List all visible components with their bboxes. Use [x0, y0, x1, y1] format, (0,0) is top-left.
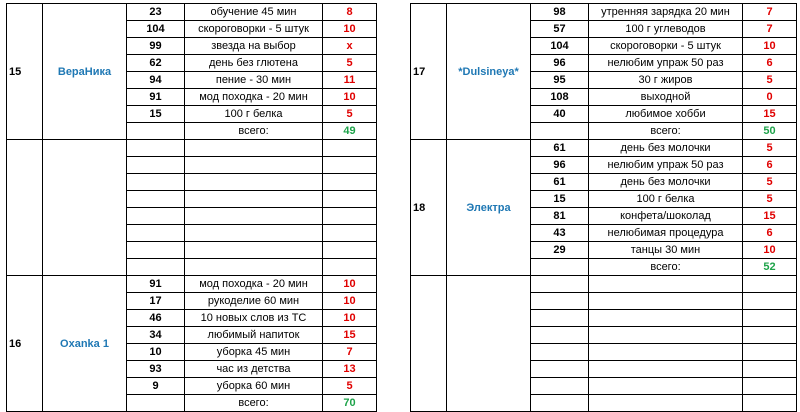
empty-cell — [531, 327, 589, 344]
participant-nickname — [447, 276, 531, 412]
task-number-cell: 40 — [531, 106, 589, 123]
task-points-cell: 15 — [323, 327, 377, 344]
task-number-cell: 96 — [531, 55, 589, 72]
task-points-cell: 5 — [743, 174, 797, 191]
empty-cell — [589, 344, 743, 361]
task-number-cell: 95 — [531, 72, 589, 89]
task-number-cell: 61 — [531, 174, 589, 191]
task-points-cell: 11 — [323, 72, 377, 89]
task-number-cell: 94 — [127, 72, 185, 89]
total-label: всего: — [185, 123, 323, 140]
task-number-cell: 43 — [531, 225, 589, 242]
task-points-cell: 8 — [323, 4, 377, 21]
participant-number: 16 — [7, 276, 43, 412]
task-number-cell: 15 — [127, 106, 185, 123]
empty-cell — [589, 327, 743, 344]
participant-number: 17 — [411, 4, 447, 140]
task-points-cell: 5 — [743, 140, 797, 157]
empty-cell — [743, 378, 797, 395]
empty-cell — [589, 293, 743, 310]
task-number-cell: 10 — [127, 344, 185, 361]
empty-cell — [185, 259, 323, 276]
task-points-cell: 15 — [743, 208, 797, 225]
task-number-cell: 34 — [127, 327, 185, 344]
task-number-cell: 93 — [127, 361, 185, 378]
task-points-cell: 5 — [743, 191, 797, 208]
task-number-cell: 108 — [531, 89, 589, 106]
empty-cell — [323, 140, 377, 157]
task-number-cell: 104 — [531, 38, 589, 55]
task-name-cell: 30 г жиров — [589, 72, 743, 89]
empty-cell — [531, 361, 589, 378]
task-name-cell: 100 г белка — [185, 106, 323, 123]
empty-cell — [531, 123, 589, 140]
empty-cell — [589, 395, 743, 412]
participant-nickname — [43, 140, 127, 276]
participant-number — [7, 140, 43, 276]
task-name-cell: уборка 45 мин — [185, 344, 323, 361]
participant-nickname: ВераНика — [43, 4, 127, 140]
task-points-cell: 10 — [323, 293, 377, 310]
empty-cell — [323, 174, 377, 191]
task-name-cell: день без молочки — [589, 174, 743, 191]
task-number-cell: 104 — [127, 21, 185, 38]
empty-cell — [185, 208, 323, 225]
empty-cell — [531, 293, 589, 310]
table-row — [411, 276, 797, 293]
task-number-cell: 15 — [531, 191, 589, 208]
empty-cell — [743, 344, 797, 361]
empty-cell — [323, 157, 377, 174]
empty-cell — [185, 157, 323, 174]
task-points-cell: 7 — [323, 344, 377, 361]
empty-cell — [531, 310, 589, 327]
task-name-cell: день без глютена — [185, 55, 323, 72]
empty-cell — [185, 140, 323, 157]
empty-cell — [323, 242, 377, 259]
task-points-cell: 10 — [743, 38, 797, 55]
empty-cell — [127, 259, 185, 276]
empty-cell — [589, 276, 743, 293]
empty-cell — [589, 310, 743, 327]
empty-cell — [743, 293, 797, 310]
total-label: всего: — [589, 259, 743, 276]
participant-nickname: Электра — [447, 140, 531, 276]
participant-number: 18 — [411, 140, 447, 276]
empty-cell — [185, 191, 323, 208]
task-number-cell: 81 — [531, 208, 589, 225]
task-name-cell: любимое хобби — [589, 106, 743, 123]
empty-cell — [743, 395, 797, 412]
task-points-cell: 7 — [743, 21, 797, 38]
task-name-cell: утренняя зарядка 20 мин — [589, 4, 743, 21]
participant-nickname: Oxanka 1 — [43, 276, 127, 412]
task-name-cell: час из детства — [185, 361, 323, 378]
table-row — [7, 276, 377, 293]
total-value: 50 — [743, 123, 797, 140]
task-number-cell: 46 — [127, 310, 185, 327]
table-row — [7, 4, 377, 21]
task-points-cell: 0 — [743, 89, 797, 106]
table-row — [7, 140, 377, 157]
total-label: всего: — [185, 395, 323, 412]
empty-cell — [531, 395, 589, 412]
task-name-cell: конфета/шоколад — [589, 208, 743, 225]
task-points-cell: x — [323, 38, 377, 55]
task-name-cell: 10 новых слов из ТС — [185, 310, 323, 327]
empty-cell — [531, 344, 589, 361]
empty-cell — [185, 225, 323, 242]
empty-cell — [185, 174, 323, 191]
empty-cell — [323, 191, 377, 208]
empty-cell — [743, 361, 797, 378]
task-number-cell: 9 — [127, 378, 185, 395]
empty-cell — [127, 225, 185, 242]
task-name-cell: мод походка - 20 мин — [185, 276, 323, 293]
empty-cell — [589, 378, 743, 395]
task-name-cell: нелюбим упраж 50 раз — [589, 55, 743, 72]
task-points-cell: 5 — [743, 72, 797, 89]
task-name-cell: мод походка - 20 мин — [185, 89, 323, 106]
empty-cell — [127, 208, 185, 225]
task-points-cell: 10 — [743, 242, 797, 259]
task-number-cell: 23 — [127, 4, 185, 21]
table-row — [411, 140, 797, 157]
task-name-cell: обучение 45 мин — [185, 4, 323, 21]
total-value: 52 — [743, 259, 797, 276]
total-value: 49 — [323, 123, 377, 140]
task-number-cell: 29 — [531, 242, 589, 259]
task-points-cell: 10 — [323, 21, 377, 38]
empty-cell — [743, 310, 797, 327]
empty-cell — [185, 242, 323, 259]
empty-cell — [323, 259, 377, 276]
task-name-cell: скороговорки - 5 штук — [185, 21, 323, 38]
empty-cell — [531, 276, 589, 293]
task-name-cell: звезда на выбор — [185, 38, 323, 55]
task-number-cell: 99 — [127, 38, 185, 55]
task-points-cell: 5 — [323, 55, 377, 72]
table-row — [411, 4, 797, 21]
task-points-cell: 5 — [323, 106, 377, 123]
empty-cell — [127, 191, 185, 208]
empty-cell — [589, 361, 743, 378]
task-points-cell: 15 — [743, 106, 797, 123]
empty-cell — [323, 225, 377, 242]
task-name-cell: нелюбим упраж 50 раз — [589, 157, 743, 174]
empty-cell — [743, 327, 797, 344]
empty-cell — [127, 123, 185, 140]
task-points-cell: 13 — [323, 361, 377, 378]
empty-cell — [127, 157, 185, 174]
task-name-cell: танцы 30 мин — [589, 242, 743, 259]
task-number-cell: 91 — [127, 276, 185, 293]
task-name-cell: 100 г углеводов — [589, 21, 743, 38]
task-name-cell: скороговорки - 5 штук — [589, 38, 743, 55]
right-score-table — [410, 3, 797, 412]
participant-nickname: *Dulsineya* — [447, 4, 531, 140]
task-points-cell: 10 — [323, 276, 377, 293]
empty-cell — [323, 208, 377, 225]
task-points-cell: 6 — [743, 225, 797, 242]
participant-number — [411, 276, 447, 412]
total-label: всего: — [589, 123, 743, 140]
task-number-cell: 91 — [127, 89, 185, 106]
empty-cell — [531, 259, 589, 276]
task-name-cell: выходной — [589, 89, 743, 106]
task-name-cell: пение - 30 мин — [185, 72, 323, 89]
task-number-cell: 17 — [127, 293, 185, 310]
task-points-cell: 6 — [743, 157, 797, 174]
participant-number: 15 — [7, 4, 43, 140]
task-points-cell: 10 — [323, 310, 377, 327]
empty-cell — [127, 242, 185, 259]
task-points-cell: 10 — [323, 89, 377, 106]
task-name-cell: любимый напиток — [185, 327, 323, 344]
task-number-cell: 96 — [531, 157, 589, 174]
empty-cell — [127, 140, 185, 157]
empty-cell — [127, 174, 185, 191]
total-value: 70 — [323, 395, 377, 412]
empty-cell — [531, 378, 589, 395]
empty-cell — [743, 276, 797, 293]
task-name-cell: уборка 60 мин — [185, 378, 323, 395]
task-number-cell: 57 — [531, 21, 589, 38]
task-name-cell: нелюбимая процедура — [589, 225, 743, 242]
left-score-table — [6, 3, 377, 412]
task-points-cell: 7 — [743, 4, 797, 21]
task-number-cell: 62 — [127, 55, 185, 72]
task-points-cell: 6 — [743, 55, 797, 72]
task-name-cell: 100 г белка — [589, 191, 743, 208]
task-points-cell: 5 — [323, 378, 377, 395]
task-name-cell: рукоделие 60 мин — [185, 293, 323, 310]
task-number-cell: 61 — [531, 140, 589, 157]
empty-cell — [127, 395, 185, 412]
task-name-cell: день без молочки — [589, 140, 743, 157]
task-number-cell: 98 — [531, 4, 589, 21]
